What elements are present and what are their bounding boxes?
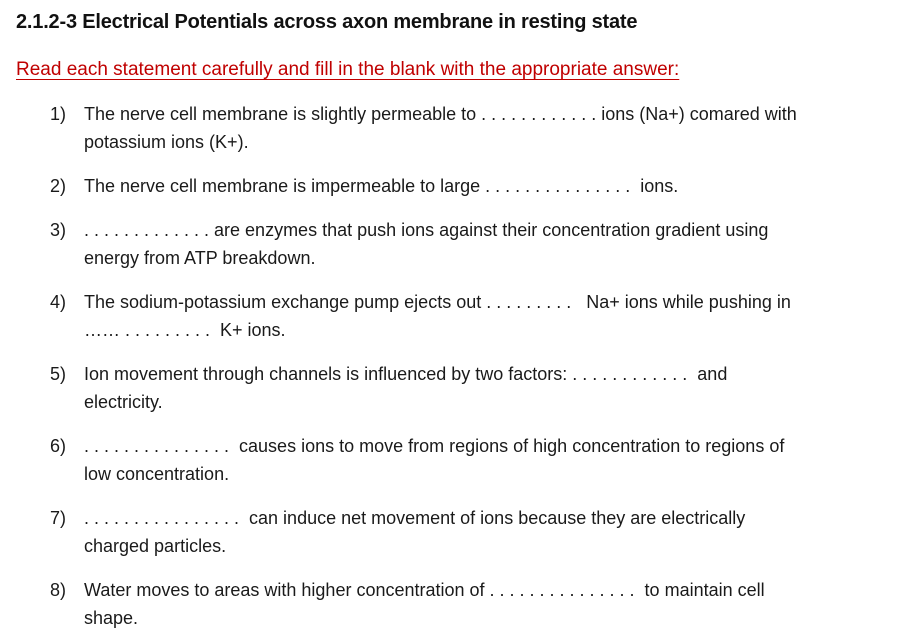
page-title: 2.1.2-3 Electrical Potentials across axon membrane in resting state [16, 11, 638, 33]
question-text [84, 172, 678, 200]
question-text [84, 576, 765, 632]
question-item-7 [16, 504, 896, 560]
question-line: energy from ATP breakdown. [84, 248, 316, 268]
question-text [84, 288, 791, 344]
question-line: The nerve cell membrane is impermeable to large . . . . . . . . . . . . . . . ions. [84, 176, 679, 196]
question-line: …… . . . . . . . . . K+ ions. [84, 320, 286, 340]
question-number: 3) [49, 220, 66, 240]
question-line: . . . . . . . . . . . . . are enzymes that push ions against their concentration gradient using [84, 220, 769, 240]
question-number: 4) [49, 292, 66, 312]
question-number: 2) [49, 176, 66, 196]
question-number: 5) [49, 364, 66, 384]
question-line: The nerve cell membrane is slightly permeable to . . . . . . . . . . . . ions (Na+) comared with [84, 104, 797, 124]
question-item-1 [16, 100, 896, 156]
question-text [84, 360, 727, 416]
question-line: . . . . . . . . . . . . . . . causes ions to move from regions of high concentration to regions of [84, 436, 785, 456]
question-item-6 [16, 432, 896, 488]
question-item-8 [16, 576, 896, 632]
question-item-4 [16, 288, 896, 344]
question-text [84, 216, 768, 272]
question-text [84, 504, 745, 560]
question-item-2 [16, 172, 896, 200]
question-line: . . . . . . . . . . . . . . . . can induce net movement of ions because they are electrically [84, 508, 746, 528]
question-text [84, 432, 784, 488]
question-number: 8) [49, 580, 66, 600]
question-line: The sodium-potassium exchange pump ejects out . . . . . . . . . Na+ ions while pushing in [84, 292, 791, 312]
question-line: potassium ions (K+). [84, 132, 249, 152]
question-item-5 [16, 360, 896, 416]
question-line: low concentration. [84, 464, 230, 484]
question-text [84, 100, 797, 156]
question-item-3 [16, 216, 896, 272]
question-number: 7) [49, 508, 66, 528]
question-line: charged particles. [84, 536, 227, 556]
question-number: 1) [49, 104, 66, 124]
question-list [16, 100, 896, 632]
question-line: Ion movement through channels is influenced by two factors: . . . . . . . . . . . . and [84, 364, 728, 384]
question-line: Water moves to areas with higher concentration of . . . . . . . . . . . . . . . to maintain cell [84, 580, 765, 600]
question-line: electricity. [84, 392, 163, 412]
question-line: shape. [84, 608, 139, 628]
question-number: 6) [49, 436, 66, 456]
instruction-text: Read each statement carefully and fill in the blank with the appropriate answer: [16, 59, 680, 80]
